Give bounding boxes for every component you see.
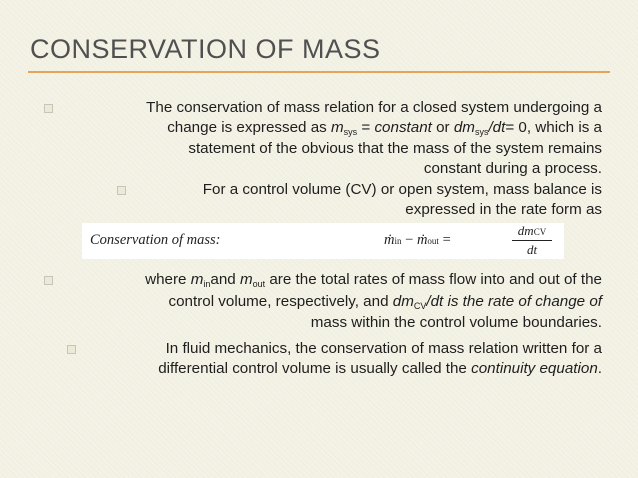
p1-dm: dm	[453, 118, 475, 136]
p3-pre: control volume, respectively, and	[168, 292, 393, 310]
in-sub: in	[394, 236, 402, 246]
p3-line3: mass within the control volume boundaries.	[310, 314, 602, 331]
p3-m-in: m	[190, 271, 204, 288]
paragraph-flow-rates	[70, 270, 602, 333]
p1-line4: constant during a process.	[423, 159, 602, 177]
title-underline	[28, 71, 610, 73]
p3-line2	[70, 292, 602, 314]
bullet-icon	[67, 345, 76, 354]
p4-pre: differential control volume is usually called the	[158, 359, 472, 377]
p4-line2	[76, 359, 602, 379]
p3-post: /dt is the rate of change of	[426, 292, 602, 310]
bullet-icon	[117, 186, 126, 195]
p3-in-sub: in	[203, 279, 211, 289]
p2-line2: expressed in the rate form as	[405, 200, 602, 218]
equation-rhs	[384, 232, 451, 249]
paragraph-continuity	[76, 339, 602, 378]
p1-sys-sub: sys	[343, 126, 358, 137]
m-dot-out: ṁ	[416, 232, 428, 248]
mass-balance-equation	[82, 223, 564, 259]
equals-sign: =	[442, 232, 451, 248]
p3-and: and	[210, 271, 240, 288]
p3-cv-sub: CV	[413, 300, 427, 311]
num-cv-sub: CV	[533, 227, 547, 237]
num-dm: dm	[517, 223, 534, 238]
p3-dm: dm	[392, 292, 414, 310]
p1-dt: /dt	[488, 118, 506, 136]
slide-title: CONSERVATION OF MASS	[30, 34, 381, 64]
p3-line1	[70, 270, 602, 292]
equation-label: Conservation of mass:	[90, 232, 221, 248]
p3-where: where	[145, 271, 191, 288]
p1-line1: The conservation of mass relation for a closed system undergoing a	[146, 99, 602, 116]
p1-eq: =	[357, 118, 375, 136]
bullet-icon	[44, 276, 53, 285]
out-sub: out	[427, 236, 439, 246]
p1-line2	[70, 118, 602, 140]
p3-out-sub: out	[252, 279, 266, 289]
frac-denominator: dt	[526, 242, 538, 257]
m-dot-in: ṁ	[384, 232, 395, 248]
p1-m: m	[330, 118, 344, 136]
p1-line3: statement of the obvious that the mass of the system remains	[188, 140, 602, 157]
p1-sys-sub2: sys	[474, 126, 489, 137]
p3-m-out: m	[239, 271, 253, 288]
p4-line1: In fluid mechanics, the conservation of mass relation written for a	[165, 340, 602, 357]
p3-rest: are the total rates of mass flow into and out of the	[265, 271, 602, 288]
equation-fraction	[512, 223, 552, 258]
minus-sign: −	[405, 232, 414, 248]
bullet-icon	[44, 104, 53, 113]
p1-or: or	[431, 118, 454, 136]
p1-eq-zero: = 0, which is a	[505, 118, 602, 136]
frac-bar	[512, 240, 552, 241]
frac-numerator	[512, 223, 552, 239]
paragraph-closed-system	[70, 98, 602, 178]
p4-continuity: continuity equation	[471, 359, 598, 377]
p1-text: change is expressed as	[167, 118, 331, 136]
p2-line1: For a control volume (CV) or open system, mass balance is	[202, 181, 602, 198]
paragraph-control-volume	[140, 180, 602, 219]
p1-constant: constant	[374, 118, 432, 136]
p4-period: .	[597, 359, 602, 377]
